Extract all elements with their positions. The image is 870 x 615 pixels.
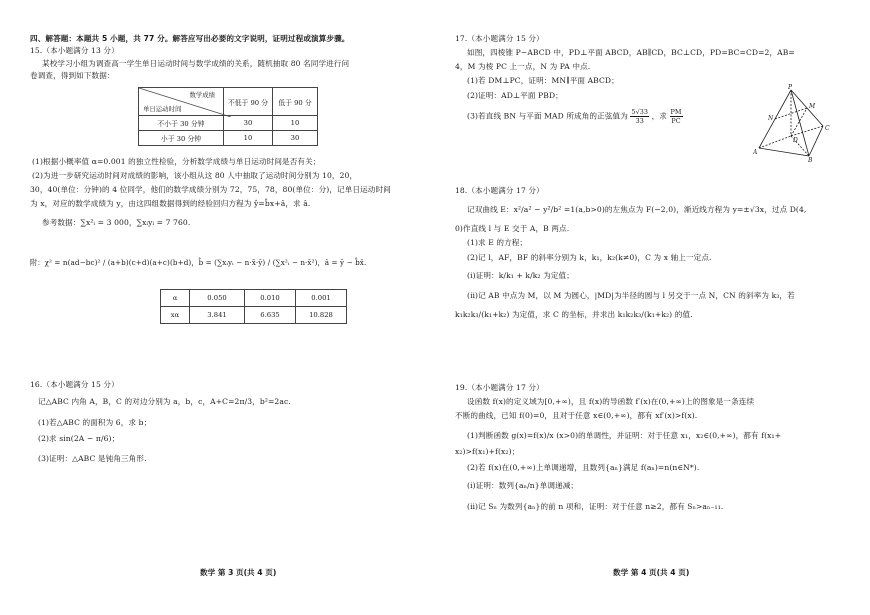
q19-stem-line2: 不断的曲线，已知 f(0)=0，且对于任意 x∈(0,+∞)，都有 xf′(x)>f(x). <box>455 411 698 420</box>
q18-stem-line1: 记双曲线 E：x²/a² − y²/b² =1(a,b>0)的左焦点为 F(−2,0)，渐近线方程为 y=±√3x，过点 D(4, <box>467 205 807 214</box>
table-row <box>161 290 347 307</box>
q17-title: 17.（本小题满分 15 分） <box>455 34 544 43</box>
q18-part2: (2)记 l，AF，BF 的斜率分别为 k，k₁，k₂(k≠0)，C 为 x 轴上一定点. <box>467 253 712 262</box>
label-p: P <box>788 84 793 91</box>
label-d: D <box>793 137 798 144</box>
q18-part2-i: (ⅰ)证明：k/k₁ + k/k₂ 为定值； <box>467 271 574 280</box>
q17-stem-line1: 如图，四棱锥 P−ABCD 中，PD⊥平面 ABCD，AB∥CD，BC⊥CD，PD=BC=CD=2，AB= <box>467 48 795 57</box>
q19-part1-line1: (1)判断函数 g(x)=f(x)/x (x>0)的单调性，并证明：对于任意 x₁，x₂∈(0,+∞)，都有 f(x₁+ <box>467 431 782 440</box>
q18-part2-ii-line1: (ⅱ)记 AB 中点为 M，以 M 为圆心，|MD|为半径的圆与 l 另交于一点 N，CN 的斜率为 k₃，若 <box>467 291 795 300</box>
q15-part2-line2: 30，40(单位：分钟)的 4 位同学，他们的数学成绩分别为 72，75，78，80(单位：分)，记单日运动时间 <box>30 185 391 194</box>
table-cell: 30 <box>224 116 273 131</box>
q15-intro-line2: 卷调查，得到如下数据： <box>30 71 115 80</box>
q18-part1: (1)求 E 的方程； <box>467 238 528 247</box>
label-n: N <box>768 115 774 122</box>
fraction-numerator: PM <box>670 108 682 116</box>
q15-reference-data: 参考数据：∑x²ᵢ = 3 000，∑xᵢyᵢ = 7 760. <box>42 218 191 227</box>
table-cell: 30 <box>273 131 318 146</box>
table-col-header: 低于 90 分 <box>273 88 318 116</box>
table-row <box>161 307 347 324</box>
q18-title: 18.（本小题满分 17 分） <box>455 186 544 195</box>
q15-contingency-table <box>138 87 318 146</box>
label-b: B <box>808 157 813 162</box>
table-row-label: xα <box>161 307 190 324</box>
q19-part2-i: (ⅰ)证明：数列{aₙ/n}单调递减； <box>467 481 579 490</box>
table-row-label: 不小于 30 分钟 <box>139 116 224 131</box>
q18-part2-ii-line2: k₁k₂k₃/(k₁+k₂) 为定值，求 C 的坐标，并求出 k₁k₂k₃/(k₁+k₂) 的值. <box>455 310 693 319</box>
q16-stem: 记△ABC 内角 A，B，C 的对边分别为 a，b，c，A+C=2π/3，b²=2ac. <box>38 397 291 406</box>
page-footer: 数学 第 4 页(共 4 页) <box>613 568 690 577</box>
table-cell: 10.828 <box>296 307 347 324</box>
ratio-fraction <box>670 108 683 125</box>
label-a: A <box>753 149 758 156</box>
table-cell: 0.010 <box>245 290 296 307</box>
q19-part1-line2: x₂)>f(x₁)+f(x₂)； <box>455 447 520 456</box>
q19-title: 19.（本小题满分 17 分） <box>455 383 544 392</box>
label-m: M <box>809 103 816 110</box>
table-corner-cell <box>139 88 224 116</box>
q17-stem-line2: 4，M 为棱 PC 上一点，N 为 PA 中点. <box>455 62 591 71</box>
q15-critical-value-table <box>160 289 347 324</box>
table-cell: 10 <box>273 116 318 131</box>
table-cell: 10 <box>224 131 273 146</box>
page-footer: 数学 第 3 页(共 4 页) <box>200 568 277 577</box>
q16-part2: (2)求 sin(2A − π/6)； <box>38 434 120 443</box>
table-row <box>139 116 318 131</box>
table-cell: 6.635 <box>245 307 296 324</box>
q18-stem-line2: 0)作直线 l 与 E 交于 A，B 两点. <box>455 224 570 233</box>
corner-top-label: 数学成绩 <box>189 91 215 99</box>
q17-part1: (1)若 DM⊥PC，证明：MN∥平面 ABCD； <box>467 76 619 85</box>
table-cell: 0.001 <box>296 290 347 307</box>
q15-formula: 附：χ² = n(ad−bc)² / (a+b)(c+d)(a+c)(b+d)，b̂ = (∑xᵢyᵢ − n·x̄·ȳ) / (∑x²ᵢ − n·x̄²)，â = ȳ − b̂x̄. <box>30 258 367 267</box>
table-row <box>139 131 318 146</box>
q19-part2-ii: (ⅱ)记 Sₙ 为数列{aₙ}的前 n 项和，证明：对于任意 n≥2，都有 Sₙ>aₙ₋₁₁. <box>467 502 724 511</box>
fraction-denominator: PC <box>671 117 681 125</box>
q16-part3: (3)证明：△ABC 是钝角三角形. <box>38 454 147 463</box>
q15-part2-line1: (2)为进一步研究运动时间对成绩的影响，该小组从这 80 人中抽取了运动时间分别为 10，20， <box>32 171 358 180</box>
q17-part3 <box>467 108 683 125</box>
corner-bottom-label: 单日运动时间 <box>143 105 182 113</box>
table-cell: 0.050 <box>190 290 245 307</box>
section-header: 四、解答题：本题共 5 小题，共 77 分。解答应写出必要的文字说明，证明过程或演算步骤。 <box>30 34 350 43</box>
label-c: C <box>825 125 830 132</box>
pyramid-figure <box>753 84 833 162</box>
fraction-numerator: 5√33 <box>631 108 649 116</box>
table-row-label: 小于 30 分钟 <box>139 131 224 146</box>
q17-part2: (2)证明：AD⊥平面 PBD； <box>467 91 563 100</box>
q15-intro-line1: 某校学习小组为调查高一学生单日运动时间与数学成绩的关系，随机抽取 80 名同学进行问 <box>42 59 350 68</box>
sine-value-fraction <box>630 108 649 125</box>
q15-part1: (1)根据小概率值 α=0.001 的独立性检验，分析数学成绩与单日运动时间是否有关； <box>32 157 321 166</box>
q16-part1: (1)若△ABC 的面积为 6，求 b； <box>38 418 152 427</box>
table-row-label: α <box>161 290 190 307</box>
q19-stem-line1: 设函数 f(x)的定义域为[0,+∞)，且 f(x)的导函数 f′(x)在(0,+∞)上的图象是一条连续 <box>467 397 755 406</box>
q16-title: 16.（本小题满分 15 分） <box>30 380 119 389</box>
q15-part2-line3: 为 x，对应的数学成绩为 y，由这四组数据得到的经验回归方程为 ŷ=b̂x+â，求 â. <box>30 199 311 208</box>
q17-part3-text: (3)若直线 BN 与平面 MAD 所成角的正弦值为 <box>467 111 628 121</box>
fraction-denominator: 33 <box>635 117 644 125</box>
q17-part3-text-b: ，求 <box>651 111 667 121</box>
table-col-header: 不低于 90 分 <box>224 88 273 116</box>
q15-title: 15.（本小题满分 13 分） <box>30 46 119 55</box>
right-page <box>435 0 870 615</box>
q19-part2: (2)若 f(x)在(0,+∞)上单调递增，且数列{aₙ}满足 f(aₙ)=n(n∈N*). <box>467 463 700 472</box>
table-cell: 3.841 <box>190 307 245 324</box>
